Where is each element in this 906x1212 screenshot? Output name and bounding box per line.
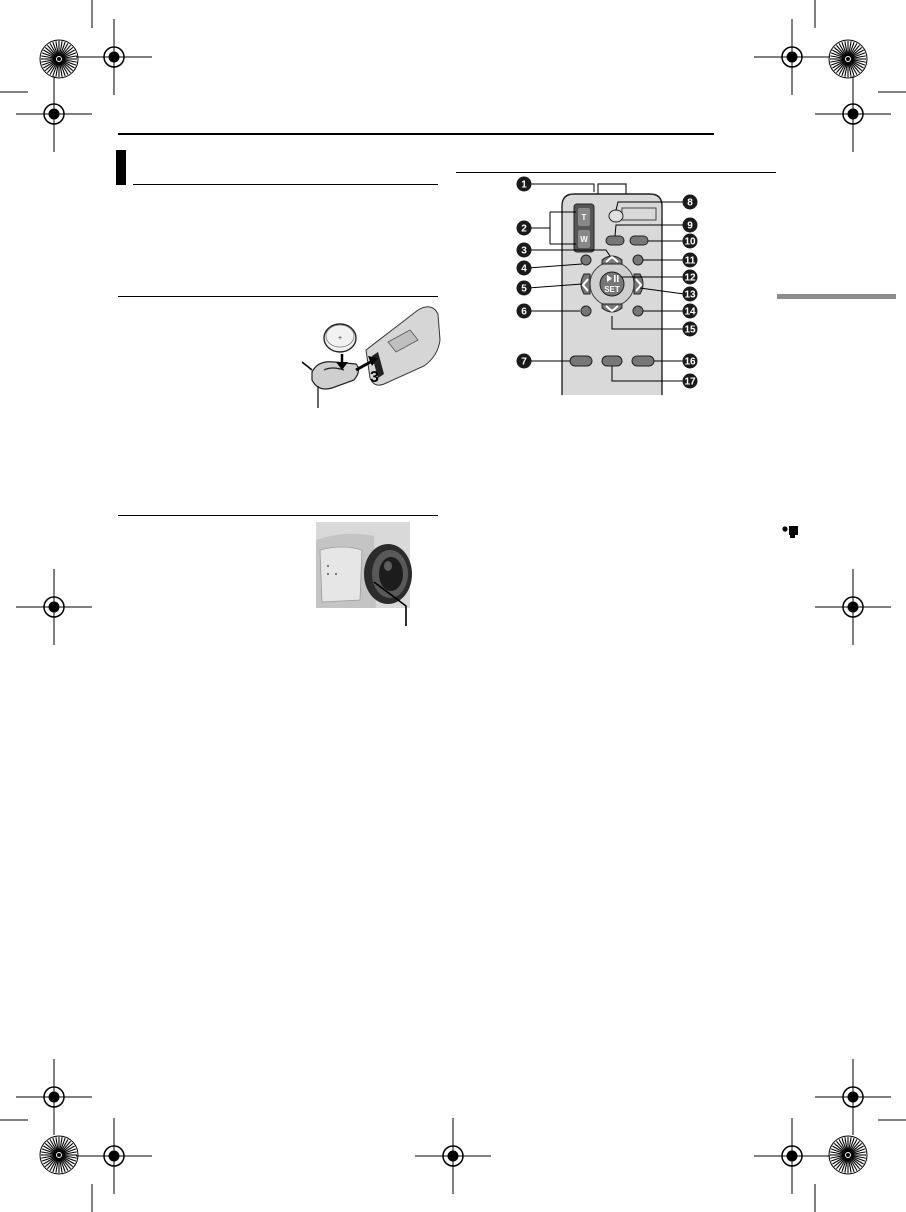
registration-cross-bottom-right-inner — [815, 1059, 891, 1135]
callout-4 — [517, 261, 532, 276]
button-11 — [633, 255, 643, 265]
set-marking: SET — [604, 285, 620, 294]
callout-15 — [683, 322, 698, 337]
remote-control-diagram — [510, 172, 710, 397]
button-7 — [570, 356, 592, 366]
svg-text:11: 11 — [684, 255, 696, 267]
svg-text:14: 14 — [684, 306, 696, 318]
button-17 — [602, 356, 622, 366]
battery-holder-illustration — [312, 362, 359, 389]
svg-text:13: 13 — [684, 289, 696, 301]
callout-7 — [517, 354, 532, 369]
section-heading-rule — [133, 184, 438, 185]
callout-1 — [517, 177, 532, 192]
button-16 — [632, 356, 654, 366]
svg-text:7: 7 — [521, 356, 527, 368]
callout-6 — [517, 304, 532, 319]
svg-text:12: 12 — [684, 272, 696, 284]
svg-text:1: 1 — [521, 179, 527, 191]
svg-text:8: 8 — [687, 197, 693, 209]
registration-cross-mid-right — [815, 569, 891, 645]
svg-text:9: 9 — [687, 220, 693, 232]
section-heading-marker — [116, 150, 126, 185]
callout-13 — [683, 287, 698, 302]
registration-rosette-bottom-right — [829, 1136, 867, 1174]
camcorder-sensor-photo — [316, 522, 416, 626]
svg-text:5: 5 — [521, 283, 527, 295]
svg-text:4: 4 — [521, 263, 527, 275]
registration-rosette-top-left — [40, 40, 78, 78]
header-rule — [118, 133, 714, 135]
callout-5 — [517, 281, 532, 296]
callout-16 — [683, 354, 698, 369]
step-number-label: 3 — [370, 369, 379, 386]
battery-insertion-figure — [298, 300, 442, 410]
button-9 — [606, 236, 624, 245]
callout-17 — [683, 374, 698, 389]
svg-text:10: 10 — [684, 236, 696, 248]
sidebar-tab — [777, 294, 896, 299]
svg-text:+: + — [337, 335, 343, 342]
registration-cross-mid-left — [16, 569, 92, 645]
registration-rosette-bottom-left — [40, 1136, 78, 1174]
svg-text:6: 6 — [521, 306, 527, 318]
coin-battery-illustration — [324, 324, 356, 352]
svg-text:17: 17 — [684, 376, 696, 388]
registration-cross-top-right-inner — [815, 76, 891, 152]
button-14 — [633, 306, 643, 316]
dpad-left-button — [581, 274, 590, 294]
button-4 — [581, 255, 591, 265]
lens-illustration — [364, 544, 412, 604]
callout-9 — [683, 218, 698, 233]
callout-12 — [683, 270, 698, 285]
registration-cross-bottom-right-outer — [754, 1118, 830, 1194]
ir-window — [598, 184, 626, 194]
callout-2 — [517, 221, 532, 236]
pause-icon — [614, 275, 616, 282]
registration-rosette-top-right — [829, 40, 867, 78]
zoom-tele-marking: T — [581, 213, 587, 222]
svg-text:2: 2 — [521, 223, 527, 235]
registration-cross-bottom-left-inner — [16, 1059, 92, 1135]
button-10 — [630, 236, 648, 245]
callout-14 — [683, 304, 698, 319]
callout-10 — [683, 234, 698, 249]
callout-11 — [683, 253, 698, 268]
registration-cross-bottom-left-outer — [76, 1118, 152, 1194]
subsection-rule-battery — [118, 296, 438, 297]
registration-cross-top-left-inner — [16, 76, 92, 152]
callout-8 — [683, 195, 698, 210]
registration-cross-top-right-outer — [754, 19, 830, 95]
svg-text:15: 15 — [684, 324, 696, 336]
svg-text:16: 16 — [684, 356, 696, 368]
svg-text:3: 3 — [521, 245, 527, 257]
registration-cross-bottom-mid — [415, 1118, 491, 1194]
zoom-wide-marking: W — [580, 235, 588, 244]
registration-cross-top-left-outer — [76, 19, 152, 95]
button-6 — [581, 306, 591, 316]
video-mode-icon — [782, 524, 800, 540]
callout-3 — [517, 243, 532, 258]
subsection-rule-sensor — [118, 515, 438, 516]
button-8 — [609, 210, 623, 222]
